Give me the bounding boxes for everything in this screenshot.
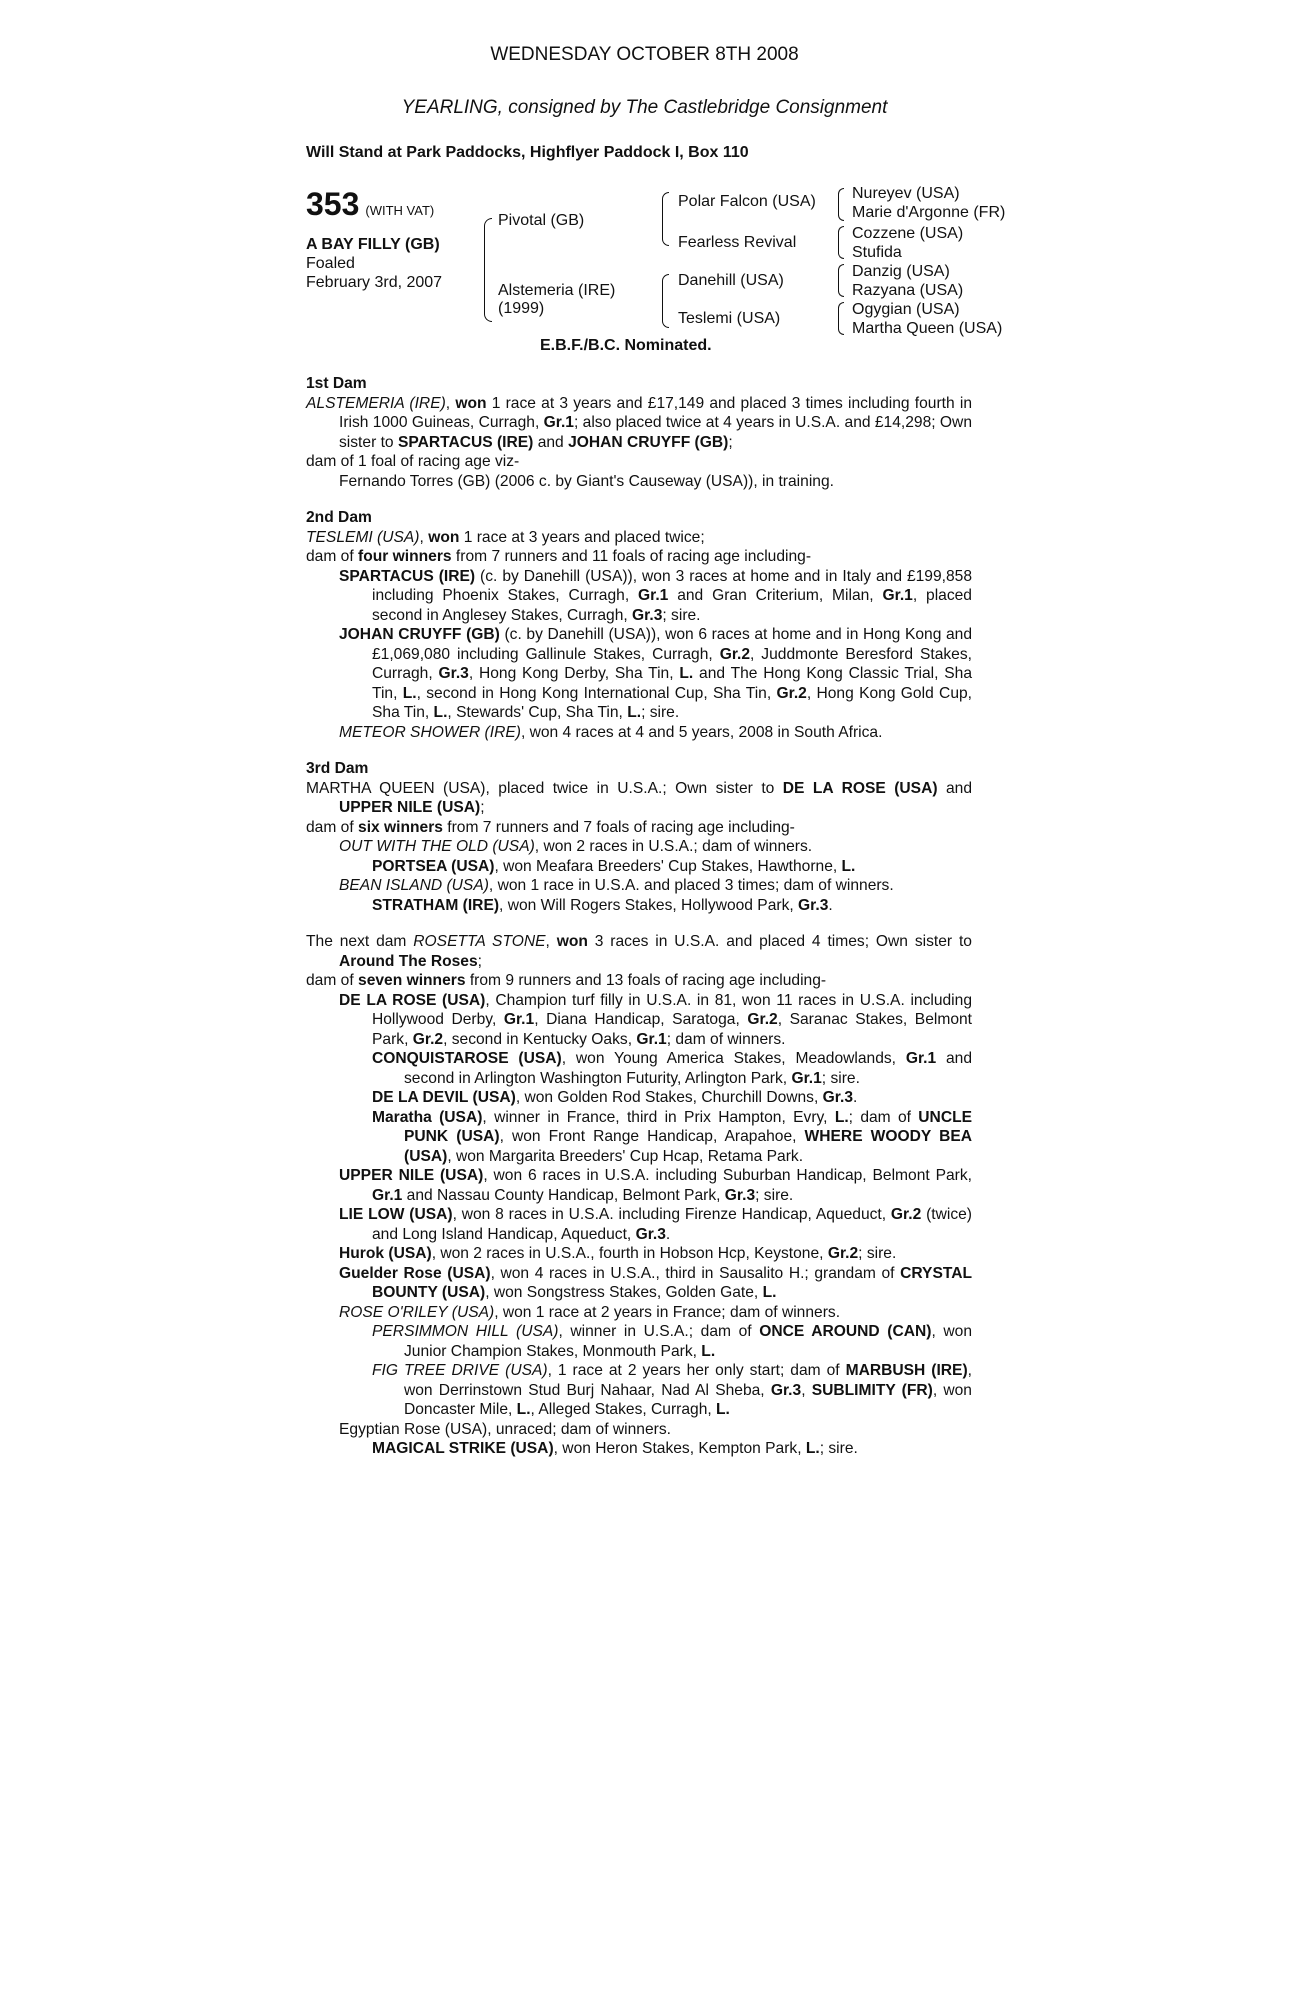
pedigree-g3-4: Stufida	[852, 244, 902, 261]
sale-date: WEDNESDAY OCTOBER 8TH 2008	[490, 44, 799, 65]
pedigree-brace-6	[838, 264, 844, 297]
second-dam-entry: TESLEMI (USA), won 1 race at 3 years and placed twice;	[306, 528, 705, 546]
pedigree-brace-3	[662, 274, 669, 328]
produce-de-la-rose: DE LA ROSE (USA), Champion turf filly in U.S.A. in 81, won 11 races in U.S.A. including Hollywood Derby, Gr.1, Diana Handicap, Saratoga, Gr.2, Saranac Stakes, Belmont Park, Gr.2, second in Kentucky Oaks, Gr.1; dam of winners.	[339, 991, 973, 1048]
produce-meteor-shower: METEOR SHOWER (IRE), won 4 races at 4 and 5 years, 2008 in South Africa.	[339, 723, 883, 741]
foaled-label: Foaled	[306, 255, 355, 272]
stand-location: Will Stand at Park Paddocks, Highflyer Paddock I, Box 110	[306, 144, 749, 161]
lot-number: 353	[306, 186, 360, 222]
lot-name: A BAY FILLY (GB)	[306, 236, 440, 253]
pedigree-g3-1: Nureyev (USA)	[852, 185, 960, 202]
third-dam-produce: dam of six winners from 7 runners and 7 foals of racing age including-	[306, 818, 795, 836]
produce-conquistarose: CONQUISTAROSE (USA), won Young America Stakes, Meadowlands, Gr.1 and second in Arlington Washington Futurity, Arlington Park, Gr.1; sire.	[372, 1050, 973, 1087]
produce-rose-oriley: ROSE O'RILEY (USA), won 1 race at 2 years in France; dam of winners.	[339, 1303, 841, 1321]
produce-out-with-the-old: OUT WITH THE OLD (USA), won 2 races in U.S.A.; dam of winners.	[339, 838, 813, 855]
first-dam-produce: dam of 1 foal of racing age viz-	[306, 453, 520, 470]
pedigree-brace-1	[484, 218, 492, 322]
produce-persimmon-hill: PERSIMMON HILL (USA), winner in U.S.A.; dam of ONCE AROUND (CAN), won Junior Champion Stakes, Monmouth Park, L.	[372, 1323, 973, 1360]
consignment-line: YEARLING, consigned by The Castlebridge Consignment	[401, 97, 888, 118]
pedigree-g3-2: Marie d'Argonne (FR)	[852, 204, 1006, 221]
produce-stratham: STRATHAM (IRE), won Will Rogers Stakes, Hollywood Park, Gr.3.	[372, 896, 833, 914]
produce-guelder-rose: Guelder Rose (USA), won 4 races in U.S.A., third in Sausalito H.; grandam of CRYSTAL BOUNTY (USA), won Songstress Stakes, Golden Gate, L.	[339, 1264, 972, 1301]
second-dam-heading: 2nd Dam	[306, 509, 372, 526]
produce-egyptian-rose: Egyptian Rose (USA), unraced; dam of winners.	[339, 1420, 671, 1438]
pedigree-sire-dam: Fearless Revival	[678, 234, 797, 251]
pedigree-g3-5: Danzig (USA)	[852, 263, 950, 280]
produce-magical-strike: MAGICAL STRIKE (USA), won Heron Stakes, Kempton Park, L.; sire.	[372, 1440, 858, 1457]
pedigree-dam-year: (1999)	[498, 300, 545, 317]
pedigree-g3-7: Ogygian (USA)	[852, 301, 960, 318]
pedigree-dam-sire: Danehill (USA)	[678, 272, 784, 289]
nomination-note: E.B.F./B.C. Nominated.	[540, 337, 712, 354]
pedigree-g3-3: Cozzene (USA)	[852, 225, 964, 242]
third-dam-heading: 3rd Dam	[306, 760, 369, 777]
pedigree-text	[306, 374, 972, 1459]
lot-header	[306, 186, 434, 223]
produce-bean-island: BEAN ISLAND (USA), won 1 race in U.S.A. and placed 3 times; dam of winners.	[339, 877, 894, 894]
first-dam-entry: ALSTEMERIA (IRE), won 1 race at 3 years and £17,149 and placed 3 times including fourth in Irish 1000 Guineas, Curragh, Gr.1; also placed twice at 4 years in U.S.A. and £14,298; Own sister to SPARTACUS (IRE) and JOHAN CRUYFF (GB);	[306, 394, 973, 451]
pedigree-dam-dam: Teslemi (USA)	[678, 310, 781, 327]
produce-upper-nile: UPPER NILE (USA), won 6 races in U.S.A. including Suburban Handicap, Belmont Park, Gr.1 and Nassau County Handicap, Belmont Park, Gr.3; sire.	[339, 1167, 972, 1204]
pedigree-brace-2	[662, 192, 669, 246]
first-dam-foal: Fernando Torres (GB) (2006 c. by Giant's Causeway (USA)), in training.	[339, 472, 834, 490]
pedigree-g3-8: Martha Queen (USA)	[852, 320, 1003, 337]
produce-johan-cruyff: JOHAN CRUYFF (GB) (c. by Danehill (USA)), won 6 races at home and in Hong Kong and £1,069,080 including Gallinule Stakes, Curragh, Gr.2, Juddmonte Beresford Stakes, Curragh, Gr.3, Hong Kong Derby, Sha Tin, L. and The Hong Kong Classic Trial, Sha Tin, L., second in Hong Kong International Cup, Sha Tin, Gr.2, Hong Kong Gold Cup, Sha Tin, L., Stewards' Cup, Sha Tin, L.; sire.	[339, 626, 973, 721]
pedigree-brace-7	[838, 302, 844, 335]
produce-spartacus: SPARTACUS (IRE) (c. by Danehill (USA)), won 3 races at home and in Italy and £199,858 including Phoenix Stakes, Curragh, Gr.1 and Gran Criterium, Milan, Gr.1, placed second in Anglesey Stakes, Curragh, Gr.3; sire.	[339, 567, 973, 624]
next-dam-produce: dam of seven winners from 9 runners and 13 foals of racing age including-	[306, 972, 827, 989]
next-dam-entry: The next dam ROSETTA STONE, won 3 races in U.S.A. and placed 4 times; Own sister to Around The Roses;	[306, 933, 972, 970]
foaled-date: February 3rd, 2007	[306, 274, 443, 291]
second-dam-produce: dam of four winners from 7 runners and 11 foals of racing age including-	[306, 548, 812, 565]
produce-de-la-devil: DE LA DEVIL (USA), won Golden Rod Stakes, Churchill Downs, Gr.3.	[372, 1089, 858, 1106]
pedigree-sire-sire: Polar Falcon (USA)	[678, 193, 816, 210]
pedigree-sire: Pivotal (GB)	[498, 212, 585, 229]
first-dam-heading: 1st Dam	[306, 375, 367, 392]
pedigree-brace-5	[838, 226, 844, 259]
third-dam-entry: MARTHA QUEEN (USA), placed twice in U.S.A.; Own sister to DE LA ROSE (USA) and UPPER NILE (USA);	[306, 779, 973, 816]
vat-note: (WITH VAT)	[365, 203, 435, 218]
pedigree-g3-6: Razyana (USA)	[852, 282, 964, 299]
produce-portsea: PORTSEA (USA), won Meafara Breeders' Cup Stakes, Hawthorne, L.	[372, 857, 856, 875]
produce-maratha: Maratha (USA), winner in France, third in Prix Hampton, Evry, L.; dam of UNCLE PUNK (USA), won Front Range Handicap, Arapahoe, WHERE WOODY BEA (USA), won Margarita Breeders' Cup Hcap, Retama Park.	[372, 1108, 973, 1165]
pedigree-dam: Alstemeria (IRE)	[498, 282, 616, 299]
produce-fig-tree-drive: FIG TREE DRIVE (USA), 1 race at 2 years her only start; dam of MARBUSH (IRE), won Derrinstown Stud Burj Nahaar, Nad Al Sheba, Gr.3, SUBLIMITY (FR), won Doncaster Mile, L., Alleged Stakes, Curragh, L.	[372, 1362, 972, 1418]
produce-lie-low: LIE LOW (USA), won 8 races in U.S.A. including Firenze Handicap, Aqueduct, Gr.2 (twice) and Long Island Handicap, Aqueduct, Gr.3.	[339, 1206, 972, 1243]
pedigree-brace-4	[838, 188, 844, 221]
produce-hurok: Hurok (USA), won 2 races in U.S.A., fourth in Hobson Hcp, Keystone, Gr.2; sire.	[339, 1245, 897, 1262]
